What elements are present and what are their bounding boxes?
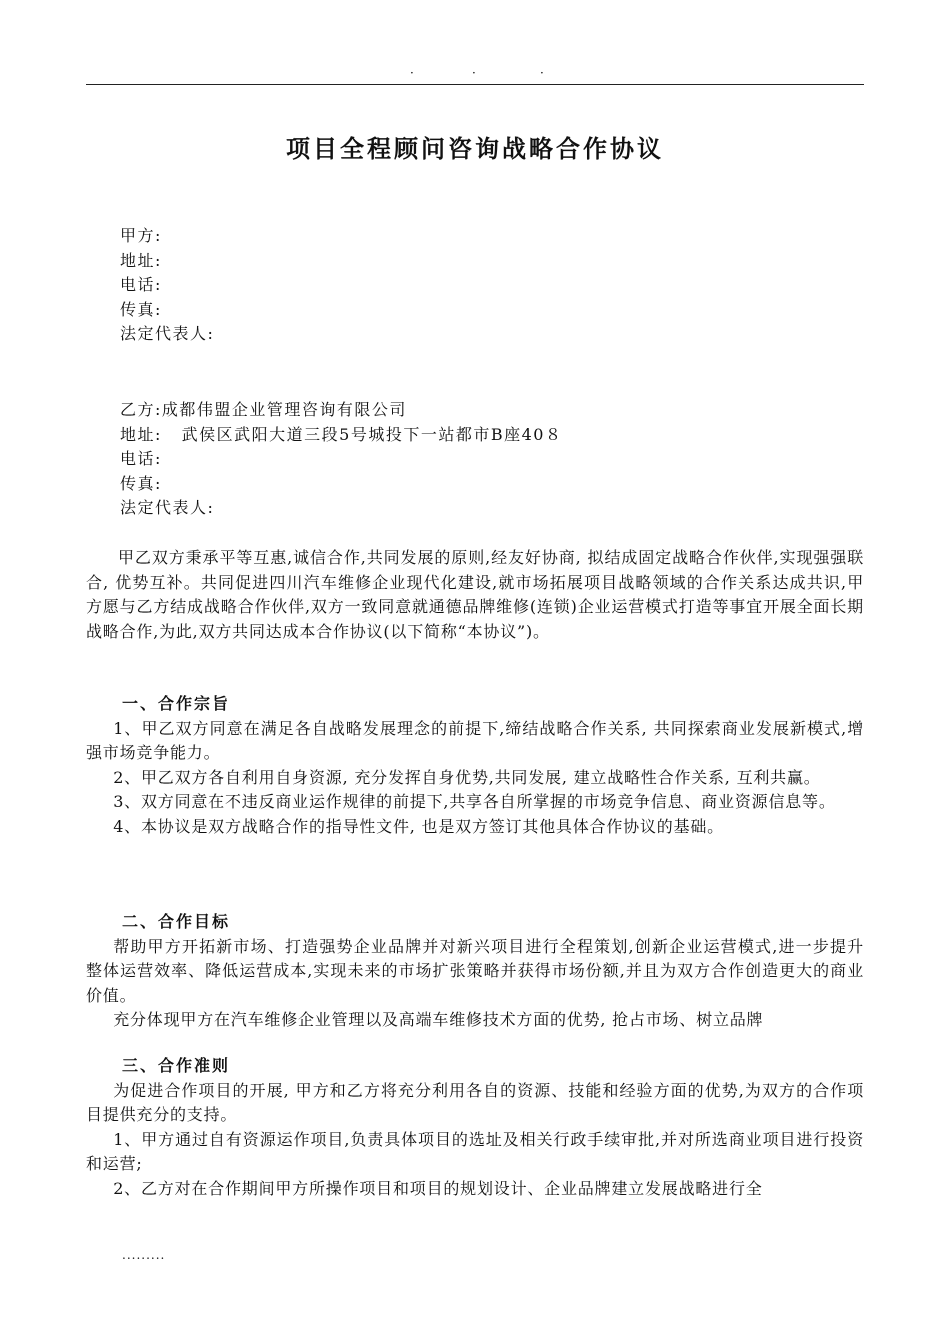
party-b-address-line: 地址: 武侯区武阳大道三段5号城投下一站都市B座40８ — [120, 424, 563, 444]
section-3-paragraph: 1、甲方通过自有资源运作项目,负责具体项目的选址及相关行政手续审批,并对所选商业项目进行投资和运营; — [86, 1129, 864, 1173]
section-3 — [86, 1054, 864, 1201]
section-2-heading: 二、合作目标 — [122, 912, 231, 931]
party-a-phone-label: 电话: — [120, 275, 162, 294]
intro-paragraph: 甲乙双方秉承平等互惠,诚信合作,共同发展的原则,经友好协商, 拟结成固定战略合作伙伴,实现强强联合, 优势互补。共同促进四川汽车维修企业现代化建设,就市场拓展项目战略领域的合作关系达成共识,甲方愿与乙方结成战略合作伙伴,双方一致同意就通德品牌维修(连锁)企业运营模式打造等事宜开展全面长期战略合作,为此,双方共同达成本合作协议(以下简称“本协议”)。 — [86, 548, 864, 641]
section-2-paragraph: 充分体现甲方在汽车维修企业管理以及高端车维修技术方面的优势, 抢占市场、树立品牌 — [113, 1010, 764, 1029]
party-b-name-line: 乙方:成都伟盟企业管理咨询有限公司 — [120, 400, 407, 419]
document-title: 项目全程顾问咨询战略合作协议 — [286, 134, 664, 163]
section-2-paragraph: 帮助甲方开拓新市场、打造强势企业品牌并对新兴项目进行全程策划,创新企业运营模式,进一步提升整体运营效率、降低运营成本,实现未来的市场扩张策略并获得市场份额,并且为双方合作创造更大的商业价值。 — [86, 936, 864, 1005]
section-1-heading: 一、合作宗旨 — [122, 694, 231, 713]
party-b-fax-label: 传真: — [120, 473, 162, 493]
header-dot: · — [410, 66, 414, 80]
intro-block — [86, 546, 864, 644]
section-3-paragraph: 为促进合作项目的开展, 甲方和乙方将充分利用各自的资源、技能和经验方面的优势,为双方的合作项目提供充分的支持。 — [86, 1080, 864, 1124]
party-a-fax-label: 传真: — [120, 299, 162, 319]
party-b-phone-label: 电话: — [120, 449, 162, 468]
party-b-rep-label: 法定代表人: — [120, 498, 215, 517]
section-1-paragraph: 3、双方同意在不违反商业运作规律的前提下,共享各自所掌握的市场竞争信息、商业资源信息等。 — [113, 792, 836, 811]
section-3-heading: 三、合作准则 — [122, 1056, 231, 1075]
party-a-address-label: 地址: — [120, 250, 162, 270]
party-a-name-label: 甲方: — [120, 226, 162, 245]
header-dot: · — [472, 66, 476, 80]
section-1-paragraph: 2、甲乙双方各自利用自身资源, 充分发挥自身优势,共同发展, 建立战略性合作关系, 互利共赢。 — [113, 767, 821, 787]
section-1 — [86, 692, 864, 839]
party-b-block — [120, 398, 562, 521]
footer-dots: ......... — [122, 1248, 166, 1262]
section-1-paragraph: 4、本协议是双方战略合作的指导性文件, 也是双方签订其他具体合作协议的基础。 — [113, 816, 724, 836]
party-a-rep-label: 法定代表人: — [120, 324, 215, 343]
section-2 — [86, 910, 864, 1033]
party-a-block — [120, 224, 214, 347]
header-dot: · — [540, 66, 544, 80]
header-rule — [86, 84, 864, 85]
section-1-paragraph: 1、甲乙双方同意在满足各自战略发展理念的前提下,缔结战略合作关系, 共同探索商业发展新模式,增强市场竞争能力。 — [86, 718, 864, 762]
section-3-paragraph: 2、乙方对在合作期间甲方所操作项目和项目的规划设计、企业品牌建立发展战略进行全 — [113, 1178, 763, 1198]
